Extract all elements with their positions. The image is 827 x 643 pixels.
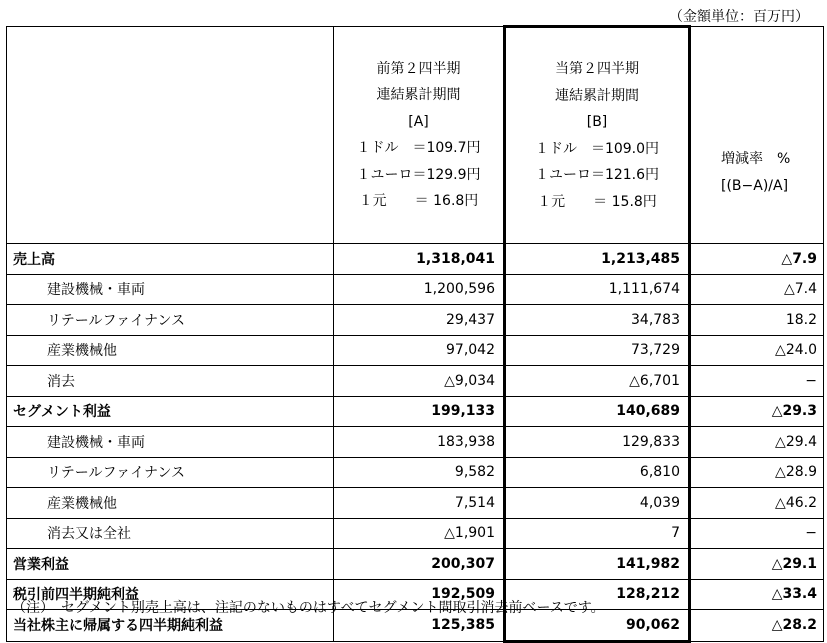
header-curr-period [505, 27, 690, 244]
row-label: セグメント利益 [7, 396, 334, 427]
ratio-value: △33.4 [690, 579, 824, 610]
row-label: 税引前四半期純利益 [7, 579, 334, 610]
curr-value: 129,833 [505, 427, 690, 458]
header-prev-rate-usd: １ドル ＝109.7円 [356, 140, 481, 156]
curr-value: 141,982 [505, 549, 690, 580]
header-prev-line2: 連結累計期間 [376, 87, 461, 103]
prev-value: 7,514 [334, 488, 505, 519]
curr-value: 140,689 [505, 396, 690, 427]
table-row [7, 488, 824, 519]
header-ratio-line2: [(B−A)/A] [721, 177, 789, 194]
ratio-value: △29.4 [690, 427, 824, 458]
curr-value: 6,810 [505, 457, 690, 488]
financial-table [6, 25, 824, 643]
table-row [7, 518, 824, 549]
unit-note: （金額単位：百万円） [669, 9, 809, 25]
table-row [7, 549, 824, 580]
table-row [7, 396, 824, 427]
table-row [7, 274, 824, 305]
prev-value: 97,042 [334, 335, 505, 366]
row-label: 建設機械・車両 [7, 274, 334, 305]
curr-value: 73,729 [505, 335, 690, 366]
curr-value: 4,039 [505, 488, 690, 519]
table-row [7, 244, 824, 275]
ratio-value: △7.4 [690, 274, 824, 305]
ratio-value: 18.2 [690, 305, 824, 336]
curr-value: 1,213,485 [505, 244, 690, 275]
prev-value: 1,200,596 [334, 274, 505, 305]
ratio-value: △29.1 [690, 549, 824, 580]
ratio-value: − [690, 518, 824, 549]
row-label: リテールファイナンス [7, 457, 334, 488]
curr-value: 90,062 [505, 610, 690, 642]
row-label: 建設機械・車両 [7, 427, 334, 458]
row-label: 消去又は全社 [7, 518, 334, 549]
table-row [7, 335, 824, 366]
ratio-value: △7.9 [690, 244, 824, 275]
header-ratio-line1: 増減率 % [721, 151, 791, 167]
prev-value: 9,582 [334, 457, 505, 488]
header-curr-line3: [B] [586, 114, 608, 130]
prev-value: △1,901 [334, 518, 505, 549]
prev-value: 1,318,041 [334, 244, 505, 275]
row-label: 産業機械他 [7, 335, 334, 366]
table-row [7, 457, 824, 488]
ratio-value: △24.0 [690, 335, 824, 366]
prev-value: 192,509 [334, 579, 505, 610]
row-label: 売上高 [7, 244, 334, 275]
prev-value: 183,938 [334, 427, 505, 458]
prev-value: 125,385 [334, 610, 505, 642]
curr-value: △6,701 [505, 366, 690, 397]
row-label: 営業利益 [7, 549, 334, 580]
row-label: 消去 [7, 366, 334, 397]
header-blank-cell [7, 27, 334, 244]
row-label: リテールファイナンス [7, 305, 334, 336]
header-curr-rate-cny: １元 ＝ 15.8円 [537, 193, 657, 210]
curr-value: 34,783 [505, 305, 690, 336]
header-curr-rate-eur: １ユーロ＝121.6円 [534, 167, 660, 183]
footnote: （注） セグメント別売上高は、注記のないものはすべてセグメント間取引消去前ベースです。 [12, 600, 605, 616]
prev-value: △9,034 [334, 366, 505, 397]
header-prev-rate-cny: １元 ＝ 16.8円 [358, 193, 479, 209]
ratio-value: − [690, 366, 824, 397]
header-prev-period [334, 27, 505, 244]
ratio-value: △28.2 [690, 610, 824, 642]
curr-value: 1,111,674 [505, 274, 690, 305]
table-row [7, 305, 824, 336]
ratio-value: △46.2 [690, 488, 824, 519]
ratio-value: △29.3 [690, 396, 824, 427]
header-prev-rate-eur: １ユーロ＝129.9円 [356, 166, 481, 183]
header-curr-line2: 連結累計期間 [555, 87, 639, 104]
table-row [7, 366, 824, 397]
prev-value: 200,307 [334, 549, 505, 580]
table-header-row [7, 27, 824, 244]
header-curr-rate-usd: １ドル ＝109.0円 [534, 140, 660, 157]
row-label: 当社株主に帰属する四半期純利益 [7, 610, 334, 642]
curr-value: 128,212 [505, 579, 690, 610]
header-prev-line3: [A] [408, 113, 429, 130]
prev-value: 29,437 [334, 305, 505, 336]
row-label: 産業機械他 [7, 488, 334, 519]
curr-value: 7 [505, 518, 690, 549]
table-row [7, 427, 824, 458]
header-ratio [690, 27, 824, 244]
header-prev-line1: 前第２四半期 [376, 60, 461, 77]
ratio-value: △28.9 [690, 457, 824, 488]
prev-value: 199,133 [334, 396, 505, 427]
header-curr-line1: 当第２四半期 [555, 61, 639, 77]
